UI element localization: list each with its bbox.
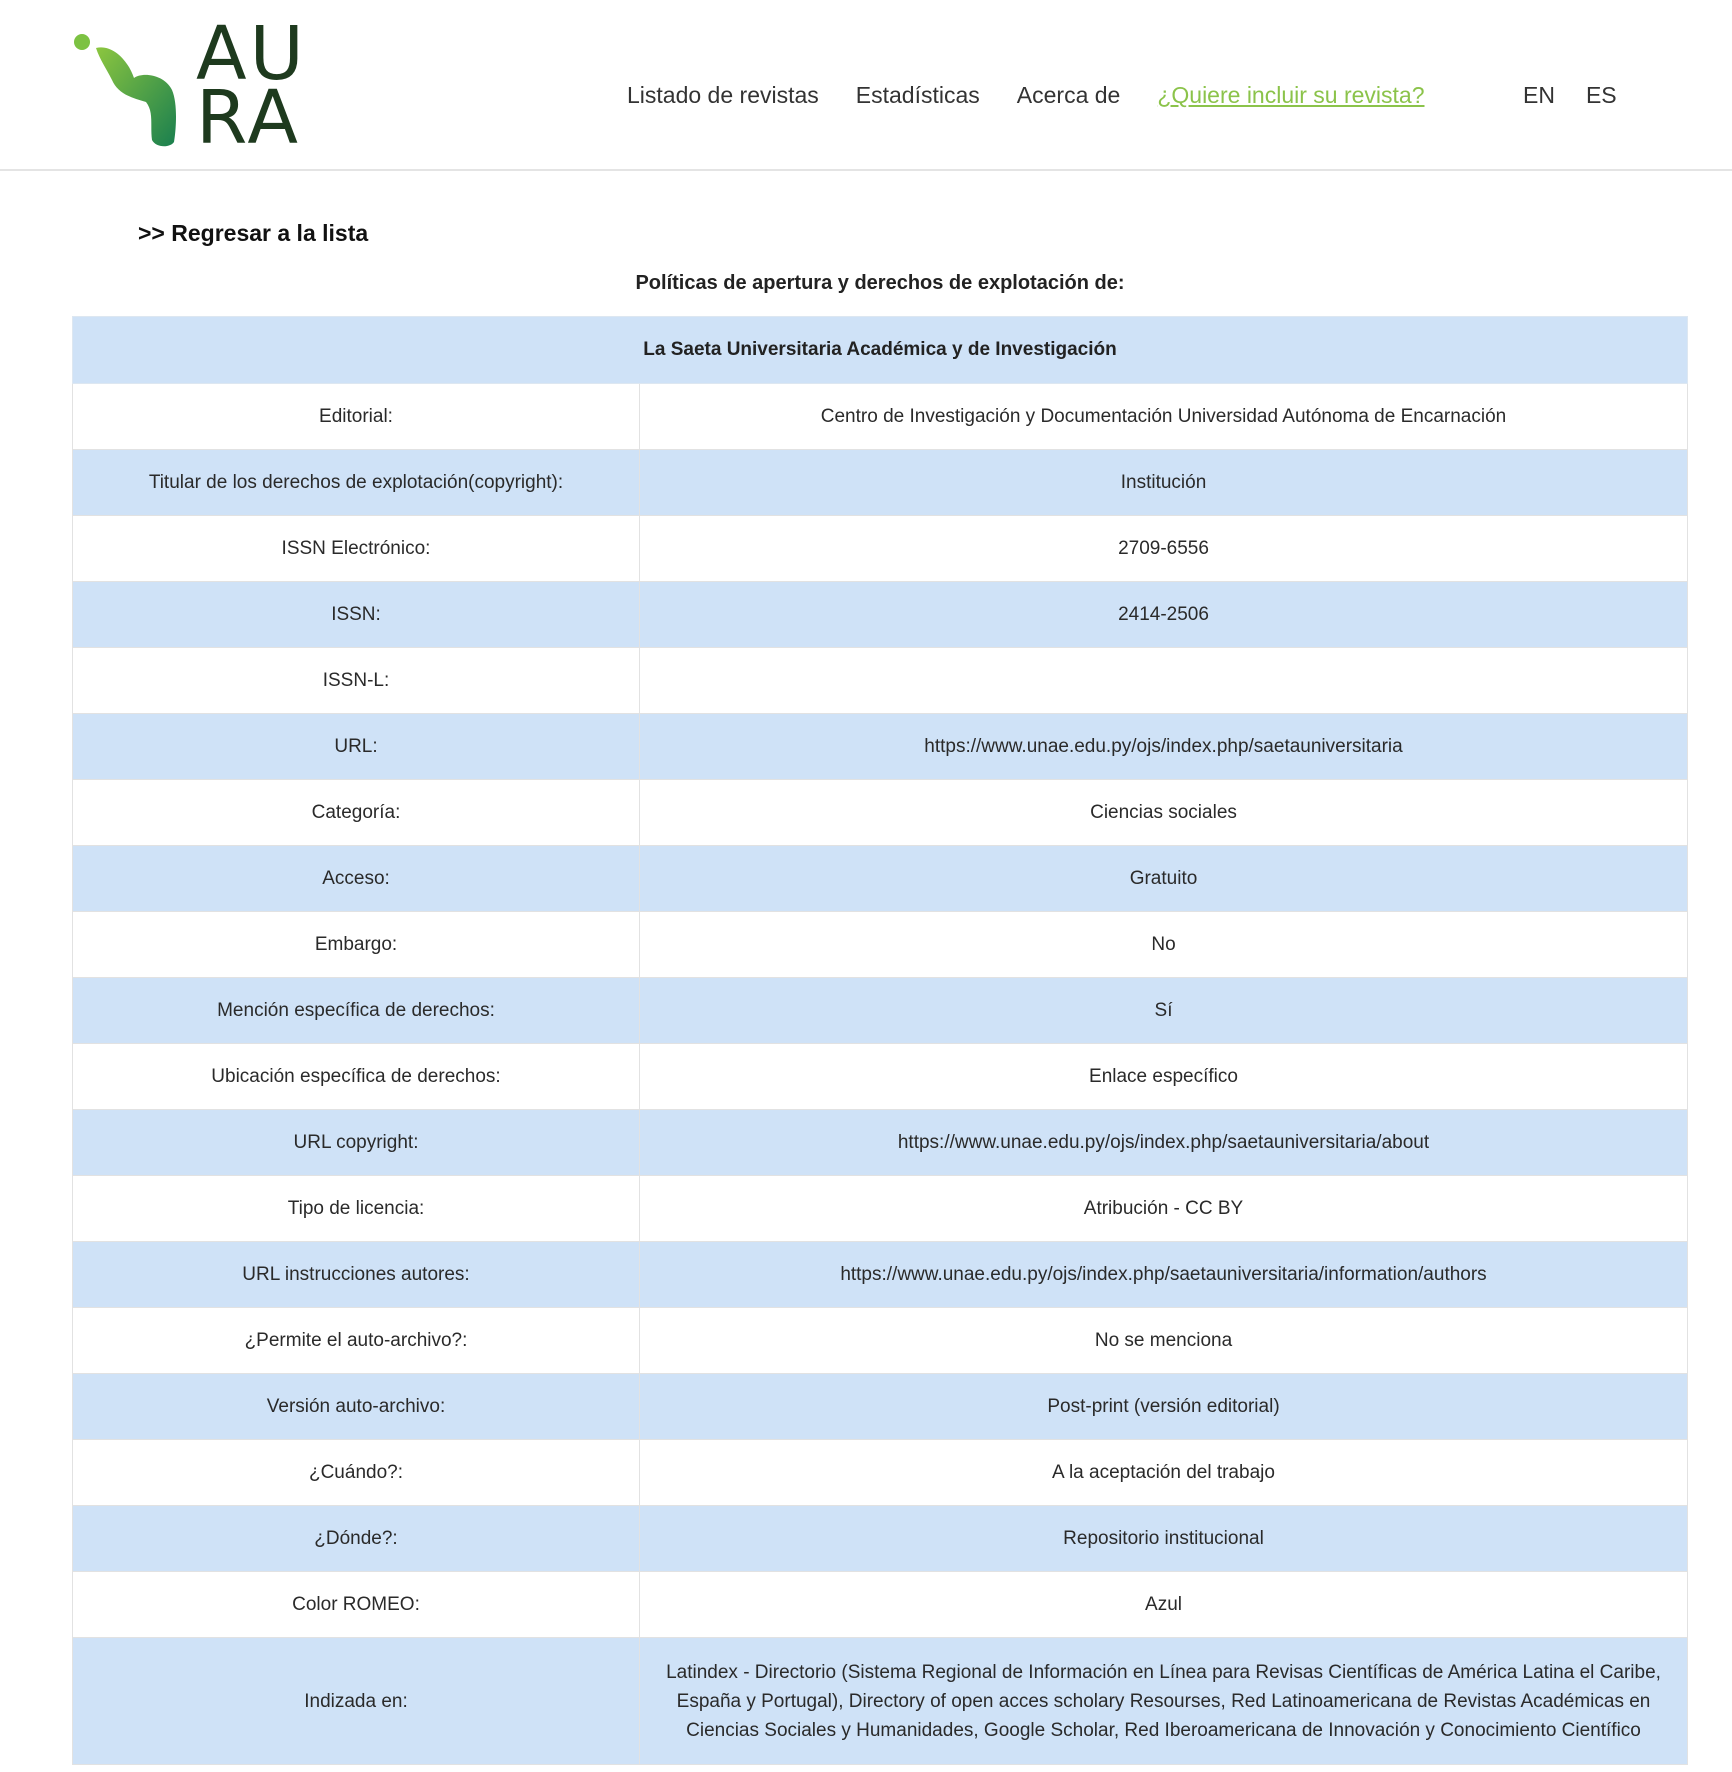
journal-title-row — [73, 317, 1688, 384]
row-label: ISSN Electrónico: — [73, 516, 640, 582]
table-row — [73, 1308, 1688, 1374]
row-value: Azul — [640, 1572, 1688, 1638]
table-row — [73, 714, 1688, 780]
back-to-list-link[interactable]: >> Regresar a la lista — [138, 220, 369, 246]
table-row — [73, 384, 1688, 450]
logo-dot-icon — [74, 34, 90, 50]
nav-estadisticas[interactable]: Estadísticas — [855, 82, 980, 108]
lang-en[interactable]: EN — [1523, 82, 1555, 108]
table-row — [73, 1572, 1688, 1638]
row-label: ¿Cuándo?: — [73, 1440, 640, 1506]
row-value: Institución — [640, 450, 1688, 516]
row-value: Atribución - CC BY — [640, 1176, 1688, 1242]
table-row — [73, 1440, 1688, 1506]
row-value[interactable]: https://www.unae.edu.py/ojs/index.php/saetauniversitaria — [640, 714, 1688, 780]
row-label: ¿Permite el auto-archivo?: — [73, 1308, 640, 1374]
row-value: Ciencias sociales — [640, 780, 1688, 846]
row-value: 2414-2506 — [640, 582, 1688, 648]
table-row — [73, 450, 1688, 516]
main-nav — [627, 82, 1425, 109]
row-label: Versión auto-archivo: — [73, 1374, 640, 1440]
logo-line-1: AU — [196, 11, 307, 97]
row-value: No se menciona — [640, 1308, 1688, 1374]
nav-acerca-de[interactable]: Acerca de — [1016, 82, 1121, 108]
row-label: URL: — [73, 714, 640, 780]
lang-es[interactable]: ES — [1585, 82, 1617, 108]
row-value: A la aceptación del trabajo — [640, 1440, 1688, 1506]
logo-line-2: RA — [196, 75, 302, 161]
table-row — [73, 648, 1688, 714]
table-row — [73, 978, 1688, 1044]
table-row — [73, 1110, 1688, 1176]
row-label: ¿Dónde?: — [73, 1506, 640, 1572]
table-row — [73, 1506, 1688, 1572]
site-header — [0, 0, 1732, 171]
row-label: URL copyright: — [73, 1110, 640, 1176]
row-label: Titular de los derechos de explotación(copyright): — [73, 450, 640, 516]
table-row — [73, 1638, 1688, 1765]
row-label: Categoría: — [73, 780, 640, 846]
row-value: Centro de Investigación y Documentación Universidad Autónoma de Encarnación — [640, 384, 1688, 450]
table-row — [73, 912, 1688, 978]
row-label: Tipo de licencia: — [73, 1176, 640, 1242]
nav-listado-revistas[interactable]: Listado de revistas — [627, 82, 819, 108]
row-value — [640, 648, 1688, 714]
row-value: Sí — [640, 978, 1688, 1044]
journal-info-table — [72, 316, 1688, 1765]
table-row — [73, 1176, 1688, 1242]
row-label: Embargo: — [73, 912, 640, 978]
table-row — [73, 1044, 1688, 1110]
table-row — [73, 1242, 1688, 1308]
table-row — [73, 780, 1688, 846]
table-row — [73, 1374, 1688, 1440]
logo-wordmark — [196, 11, 307, 161]
row-value: Enlace específico — [640, 1044, 1688, 1110]
row-label: Mención específica de derechos: — [73, 978, 640, 1044]
language-switcher — [1523, 82, 1617, 109]
row-value: No — [640, 912, 1688, 978]
row-value[interactable]: https://www.unae.edu.py/ojs/index.php/saetauniversitaria/information/authors — [640, 1242, 1688, 1308]
row-value: Repositorio institucional — [640, 1506, 1688, 1572]
row-value: 2709-6556 — [640, 516, 1688, 582]
row-label: Ubicación específica de derechos: — [73, 1044, 640, 1110]
row-label: ISSN: — [73, 582, 640, 648]
row-value: Latindex - Directorio (Sistema Regional de Información en Línea para Revisas Científicas de América Latina el Caribe, España y Portugal), Directory of open acces scholary Resourses, Red Latinoamericana de Revistas Académicas en Ciencias Sociales y Humanidades, Google Scholar, Red Iberoamericana de Innovación y Conocimiento Científico — [640, 1638, 1688, 1765]
row-value[interactable]: https://www.unae.edu.py/ojs/index.php/saetauniversitaria/about — [640, 1110, 1688, 1176]
row-label: Acceso: — [73, 846, 640, 912]
row-value: Gratuito — [640, 846, 1688, 912]
journal-title: La Saeta Universitaria Académica y de Investigación — [73, 317, 1688, 384]
row-label: Color ROMEO: — [73, 1572, 640, 1638]
nav-incluir-revista[interactable]: ¿Quiere incluir su revista? — [1157, 82, 1425, 108]
row-value: Post-print (versión editorial) — [640, 1374, 1688, 1440]
table-row — [73, 582, 1688, 648]
row-label: Editorial: — [73, 384, 640, 450]
table-row — [73, 846, 1688, 912]
page-subtitle: Políticas de apertura y derechos de explotación de: — [635, 272, 1125, 294]
row-label: Indizada en: — [73, 1638, 640, 1765]
row-label: URL instrucciones autores: — [73, 1242, 640, 1308]
row-label: ISSN-L: — [73, 648, 640, 714]
logo-leaf-icon — [96, 47, 176, 146]
table-row — [73, 516, 1688, 582]
